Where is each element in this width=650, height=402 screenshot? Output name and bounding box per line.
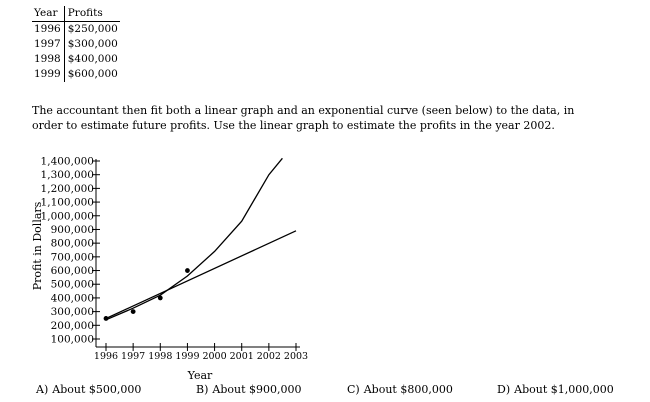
chart-curves (106, 158, 296, 319)
y-tick-label: 1,300,000 (40, 169, 94, 182)
year-cell: 1999 (32, 67, 64, 82)
question-paragraph: The accountant then fit both a linear graph and an exponential curve (seen below) to the data, in order to estimate future profits. Use the linear graph to estimate the profits in the year 2002. (32, 104, 575, 132)
y-tick-label: 600,000 (50, 265, 94, 278)
answer-letter: A) (36, 383, 49, 396)
x-tick-label: 2000 (202, 351, 227, 362)
profits-header: Profits (64, 6, 120, 22)
x-axis-label: Year (187, 369, 213, 382)
y-tick-label: 1,000,000 (40, 210, 94, 223)
y-axis-label: Profit in Dollars (31, 201, 44, 291)
y-tick-label: 300,000 (50, 306, 94, 319)
x-tick-label: 1998 (148, 351, 173, 362)
year-cell: 1997 (32, 37, 64, 52)
chart-axes (96, 159, 300, 347)
profit-cell: $250,000 (67, 23, 118, 35)
y-tick-label: 1,400,000 (40, 155, 94, 168)
data-point (104, 316, 109, 321)
profit-cell: $300,000 (67, 38, 118, 50)
y-tick-label: 100,000 (50, 333, 94, 346)
x-tick-label: 1999 (175, 351, 200, 362)
answer-b[interactable] (196, 383, 301, 396)
x-tick-label: 2001 (229, 351, 254, 362)
y-tick-label: 700,000 (50, 251, 94, 264)
x-tick-label: 1997 (121, 351, 146, 362)
linear-curve (106, 231, 296, 319)
y-tick-label: 800,000 (50, 237, 94, 250)
profit-cell: $400,000 (67, 53, 118, 65)
answer-text: About $800,000 (363, 383, 453, 396)
answer-letter: B) (196, 383, 209, 396)
y-tick-label: 400,000 (50, 292, 94, 305)
exponential-curve (106, 158, 282, 319)
x-tick-label: 1996 (93, 351, 119, 362)
y-tick-label: 900,000 (50, 223, 94, 236)
x-tick-label: 2003 (283, 351, 309, 362)
answer-a[interactable] (36, 383, 141, 396)
data-point (131, 309, 136, 314)
y-tick-label: 200,000 (50, 319, 94, 332)
answer-text: About $900,000 (212, 383, 302, 396)
answer-letter: C) (347, 383, 360, 396)
data-point (185, 268, 190, 273)
data-point (158, 296, 163, 301)
y-tick-label: 1,100,000 (40, 196, 94, 209)
answer-letter: D) (497, 383, 511, 396)
answer-text: About $500,000 (52, 383, 142, 396)
year-cell: 1996 (32, 22, 64, 38)
answer-d[interactable] (497, 383, 614, 396)
year-header: Year (32, 6, 64, 22)
y-tick-label: 500,000 (50, 278, 94, 291)
answer-text: About $1,000,000 (514, 383, 614, 396)
profit-cell: $600,000 (67, 68, 118, 80)
answer-c[interactable] (347, 383, 453, 396)
x-tick-label: 2002 (256, 351, 281, 362)
year-cell: 1998 (32, 52, 64, 67)
chart-ticks (41, 156, 309, 363)
y-tick-label: 1,200,000 (40, 182, 94, 195)
